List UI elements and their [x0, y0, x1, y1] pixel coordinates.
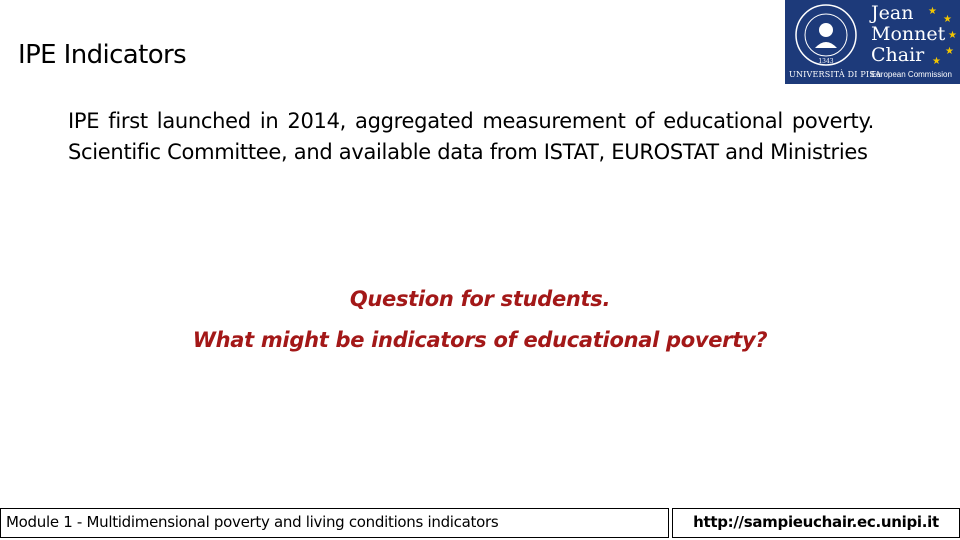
- commission-label: European Commission: [871, 70, 952, 79]
- svg-text:★: ★: [948, 30, 957, 41]
- svg-text:★: ★: [943, 14, 952, 25]
- question-text: What might be indicators of educational poverty?: [192, 328, 768, 352]
- logo-line-3: Chair: [871, 44, 925, 66]
- logo-line-2: Monnet: [871, 23, 946, 45]
- footer-module-label: Module 1 - Multidimensional poverty and living conditions indicators: [0, 508, 669, 538]
- university-label: UNIVERSITÀ DI PISA: [789, 70, 881, 79]
- svg-text:★: ★: [928, 6, 937, 17]
- footer-url-link[interactable]: http://sampieuchair.ec.unipi.it: [672, 508, 960, 538]
- jean-monnet-chair-logo: [785, 0, 960, 84]
- svg-text:★: ★: [932, 56, 941, 67]
- seal-year: 1343: [818, 58, 834, 65]
- body-paragraph: IPE first launched in 2014, aggregated measurement of educational poverty. Scientific Committee, and available data from ISTAT, EUROSTAT and Ministries: [68, 109, 874, 164]
- slide-title: IPE Indicators: [18, 40, 187, 70]
- eu-stars-icon: [785, 0, 960, 84]
- svg-text:★: ★: [945, 46, 954, 57]
- logo-line-1: Jean: [871, 2, 914, 24]
- question-heading: Question for students.: [349, 287, 611, 311]
